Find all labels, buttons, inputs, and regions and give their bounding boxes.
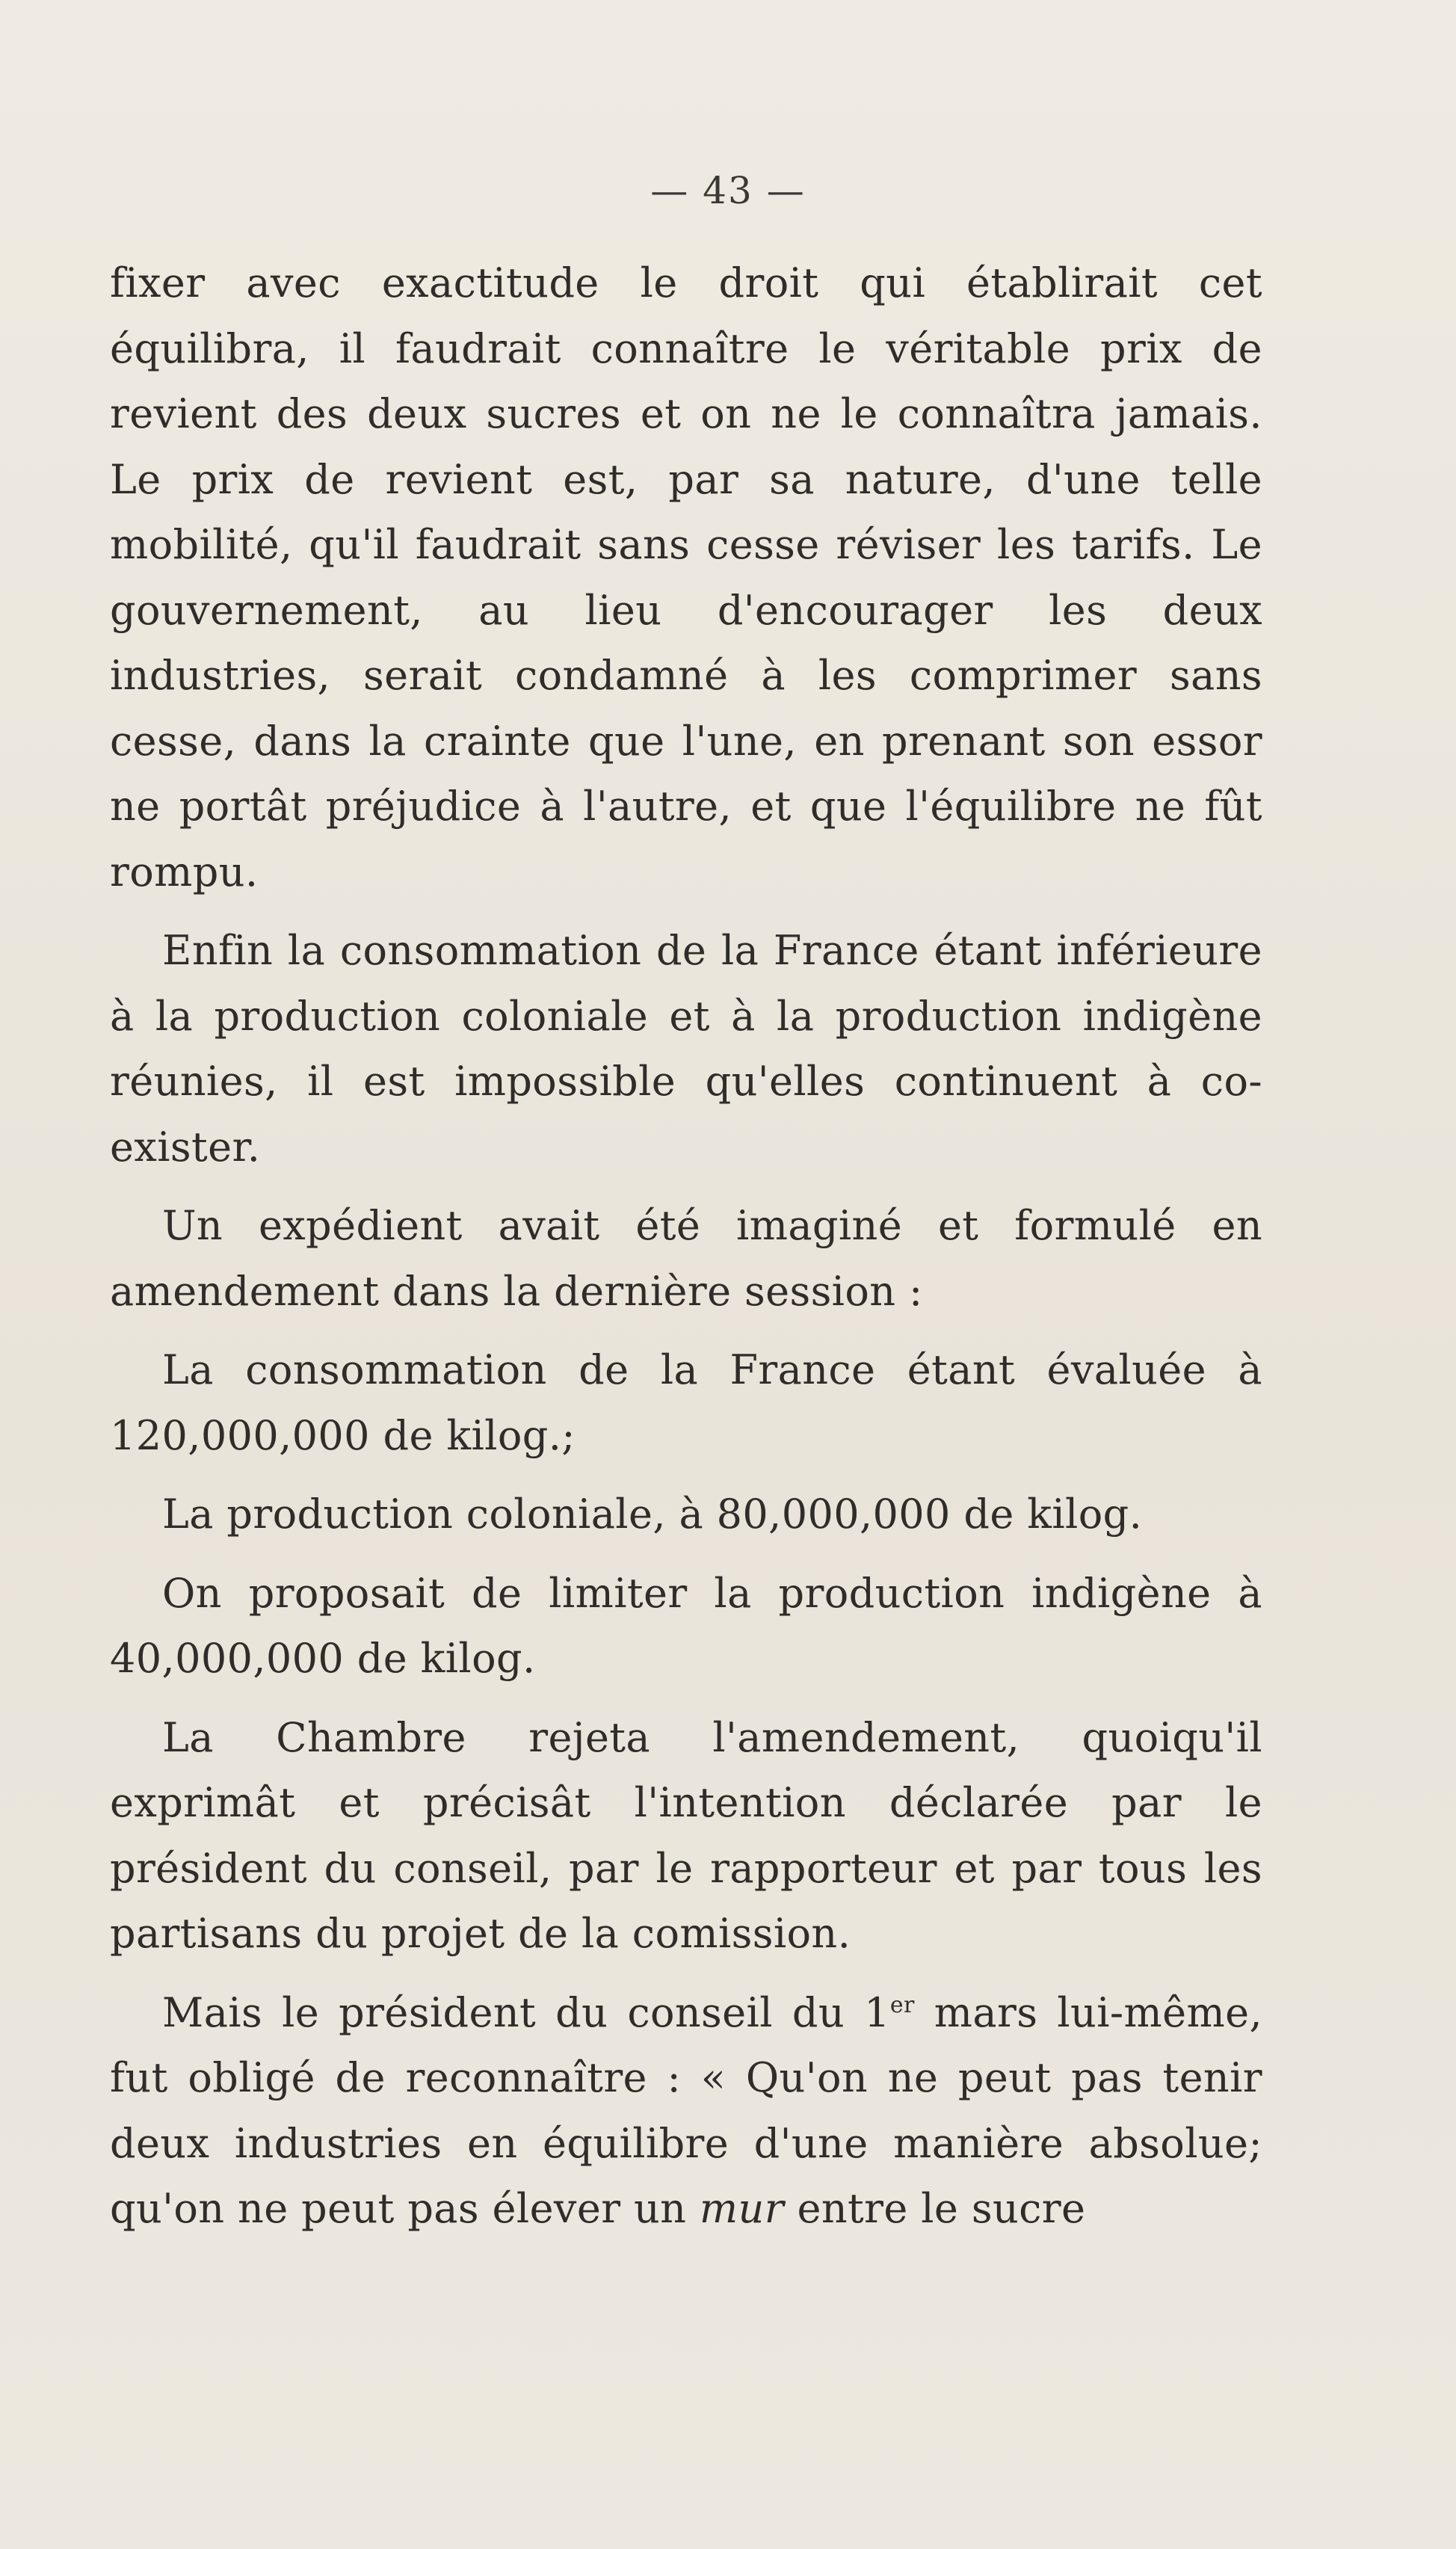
paragraph-4: La consommation de la France étant évaluée à 120,000,000 de kilog.;: [110, 1346, 1262, 1459]
paragraph-5: La production coloniale, à 80,000,000 de kilog.: [162, 1491, 1143, 1538]
superscript-er: er: [889, 1991, 915, 2018]
paragraph-3: Un expédient avait été imaginé et formulé en amendement dans la dernière session :: [110, 1202, 1262, 1315]
italic-word-mur: mur: [699, 2185, 784, 2232]
body-text: [110, 250, 1262, 2255]
paragraph-6: On proposait de limiter la production indigène à 40,000,000 de kilog.: [110, 1569, 1262, 1682]
paragraph-8-part-1: Mais le président du conseil du 1: [162, 1988, 890, 2036]
paragraph-1: fixer avec exactitude le droit qui établirait cet équilibra, il faudrait connaître le véritable prix de revient des deux sucres et on ne le connaîtra jamais. Le prix de revient est, par sa nature, d'une telle mobilité, qu'il faudrait sans cesse réviser les tarifs. Le gouvernement, au lieu d'encourager les deux industries, serait condamné à les comprimer sans cesse, dans la crainte que l'une, en prenant son essor ne portât préjudice à l'autre, et que l'équilibre ne fût rompu.: [110, 259, 1262, 896]
paragraph-8-part-3: entre le sucre: [783, 2185, 1086, 2232]
paragraph-2: Enfin la consommation de la France étant inférieure à la production coloniale et à la production indigène réunies, il est impossible qu'elles continuent à co-exister.: [110, 927, 1262, 1171]
paragraph-7: La Chambre rejeta l'amendement, quoiqu'il exprimât et précisât l'intention déclarée par le président du conseil, par le rapporteur et par tous les partisans du projet de la comission.: [110, 1713, 1262, 1957]
page-number: — 43 —: [650, 169, 806, 212]
paragraph-8-part-2: mars lui-même, fut obligé de reconnaître : « Qu'on ne peut pas tenir deux industries en équilibre d'une manière absolue; qu'on ne peut pas élever un: [110, 1988, 1263, 2232]
paragraph-8: [110, 1980, 1262, 2242]
